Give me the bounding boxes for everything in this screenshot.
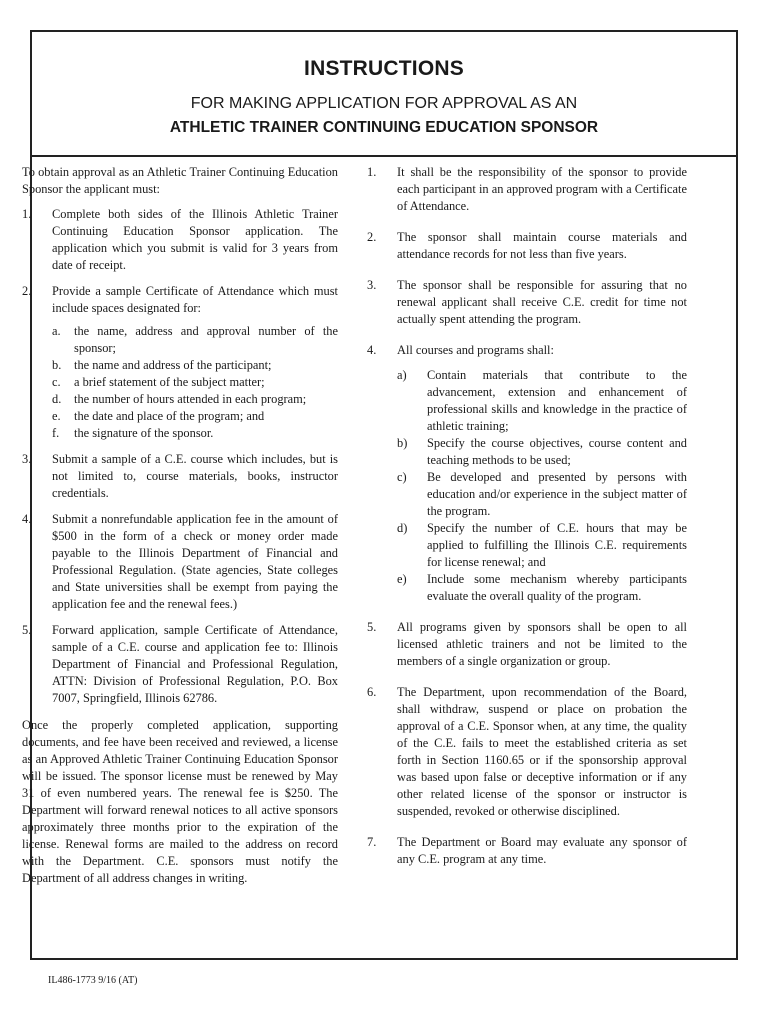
sub-list-item bbox=[52, 425, 338, 442]
item-number: 1. bbox=[22, 207, 32, 221]
sub-list-item bbox=[397, 520, 687, 571]
sub-text: Specify the course objectives, course content and teaching methods to be used; bbox=[427, 436, 687, 467]
sub-letter: e. bbox=[52, 409, 61, 423]
item-text: Forward application, sample Certificate of Attendance, sample of a C.E. course and application fee to: Illinois Department of Financial and Professional Regulation, ATTN: Division of Professional Regulation, P.O. Box 7007, Springfield, Illinois 62786. bbox=[52, 623, 338, 705]
sub-letter: c) bbox=[397, 470, 407, 484]
item-text: Complete both sides of the Illinois Athletic Trainer Continuing Education Sponsor application. The application which you submit is valid for 3 years from date of receipt. bbox=[52, 207, 338, 272]
item-text: Provide a sample Certificate of Attendance which must include spaces designated for: bbox=[52, 284, 338, 315]
list-item bbox=[22, 622, 338, 707]
item-number: 1. bbox=[367, 165, 377, 179]
sub-letter: d) bbox=[397, 521, 408, 535]
item-number: 5. bbox=[22, 623, 32, 637]
item-text: All programs given by sponsors shall be open to all licensed athletic trainers and not be limited to the members of a single organization or group. bbox=[397, 620, 687, 668]
list-item bbox=[22, 451, 338, 502]
subtitle-line-2: ATHLETIC TRAINER CONTINUING EDUCATION SPONSOR bbox=[169, 119, 599, 136]
list-item bbox=[367, 834, 687, 868]
sub-text: Be developed and presented by persons with education and/or experience in the subject matter of the program. bbox=[427, 470, 687, 518]
closing-paragraph: Once the properly completed application, supporting documents, and fee have been received and reviewed, a license as an Approved Athletic Trainer Continuing Education Sponsor will be issued. The sponsor license must be renewed by May 31 of even numbered years. The renewal fee is $250. The Department will forward renewal notices to all active sponsors approximately three months prior to the expiration of the license. Renewal forms are mailed to the address on record with the Department. C.E. sponsors must notify the Department of all address changes in writing. bbox=[22, 718, 338, 885]
item-number: 4. bbox=[367, 343, 377, 357]
sub-text: Include some mechanism whereby participants evaluate the overall quality of the program. bbox=[427, 572, 687, 603]
list-item bbox=[22, 511, 338, 613]
sub-list-item bbox=[397, 571, 687, 605]
sub-letter: f. bbox=[52, 426, 60, 440]
list-item bbox=[367, 229, 687, 263]
sub-letter: a) bbox=[397, 368, 407, 382]
item-text: The sponsor shall maintain course materials and attendance records for not less than five years. bbox=[397, 230, 687, 261]
item-number: 3. bbox=[22, 452, 32, 466]
right-column bbox=[367, 164, 687, 882]
subtitle-line-1: FOR MAKING APPLICATION FOR APPROVAL AS AN bbox=[190, 95, 578, 112]
item-text: The Department, upon recommendation of the Board, shall withdraw, suspend or place on probation the approval of a C.E. Sponsor when, at any time, the quality of the C.E. fails to meet the established criteria as set forth in Section 1160.65 or if the sponsorship approval was based upon false or deceptive information or if any other related license of the sponsor or instructor is suspended, revoked or otherwise disciplined. bbox=[397, 685, 687, 818]
item-text: Submit a sample of a C.E. course which includes, but is not limited to, course materials, books, instructor credentials. bbox=[52, 452, 338, 500]
sub-letter: e) bbox=[397, 572, 407, 586]
sub-text: Contain materials that contribute to the advancement, extension and enhancement of professional skills and knowledge in the practice of athletic training; bbox=[427, 368, 687, 433]
sub-text: a brief statement of the subject matter; bbox=[74, 375, 265, 389]
sub-list-item bbox=[52, 323, 338, 357]
sub-letter: c. bbox=[52, 375, 61, 389]
sub-text: the signature of the sponsor. bbox=[74, 426, 214, 440]
list-item bbox=[367, 277, 687, 328]
item-number: 4. bbox=[22, 512, 32, 526]
item-number: 5. bbox=[367, 620, 377, 634]
header-box bbox=[32, 32, 736, 157]
sub-letter: b. bbox=[52, 358, 62, 372]
item-number: 7. bbox=[367, 835, 377, 849]
sub-list-item bbox=[52, 374, 338, 391]
sub-text: the number of hours attended in each program; bbox=[74, 392, 307, 406]
sub-text: the date and place of the program; and bbox=[74, 409, 265, 423]
sub-list-item bbox=[397, 469, 687, 520]
item-number: 3. bbox=[367, 278, 377, 292]
sub-list bbox=[52, 323, 338, 442]
sub-letter: b) bbox=[397, 436, 408, 450]
page-title: INSTRUCTIONS bbox=[304, 57, 464, 80]
item-text: Submit a nonrefundable application fee in the amount of $500 in the form of a check or money order made payable to the Illinois Department of Financial and Professional Regulation. (State agencies, State colleges and State universities shall be exempt from paying the application fee and the renewal fees.) bbox=[52, 512, 338, 611]
item-number: 2. bbox=[22, 284, 32, 298]
sub-letter: d. bbox=[52, 392, 62, 406]
list-item bbox=[367, 619, 687, 670]
item-number: 6. bbox=[367, 685, 377, 699]
item-text: The Department or Board may evaluate any sponsor of any C.E. program at any time. bbox=[397, 835, 687, 866]
list-item bbox=[22, 206, 338, 274]
sub-list-item bbox=[52, 408, 338, 425]
list-item bbox=[367, 342, 687, 605]
item-text: All courses and programs shall: bbox=[397, 343, 554, 357]
intro-paragraph: To obtain approval as an Athletic Trainer Continuing Education Sponsor the applicant must: bbox=[22, 165, 338, 196]
sub-list-item bbox=[52, 391, 338, 408]
item-text: It shall be the responsibility of the sponsor to provide each participant in an approved program with a Certificate of Attendance. bbox=[397, 165, 687, 213]
sub-text: Specify the number of C.E. hours that may be applied to fulfilling the Illinois C.E. requirements for license renewal; and bbox=[427, 521, 687, 569]
sub-list-item bbox=[397, 435, 687, 469]
list-item bbox=[22, 283, 338, 442]
list-item bbox=[367, 684, 687, 820]
form-number: IL486-1773 9/16 (AT) bbox=[48, 975, 138, 986]
sub-text: the name and address of the participant; bbox=[74, 358, 272, 372]
sub-list-item bbox=[52, 357, 338, 374]
left-column bbox=[22, 164, 338, 895]
item-number: 2. bbox=[367, 230, 377, 244]
sub-list-item bbox=[397, 367, 687, 435]
sub-list bbox=[397, 367, 687, 605]
sub-text: the name, address and approval number of the sponsor; bbox=[74, 324, 338, 355]
list-item bbox=[367, 164, 687, 215]
sub-letter: a. bbox=[52, 324, 61, 338]
item-text: The sponsor shall be responsible for assuring that no renewal applicant shall receive C.E. credit for time not actually spent attending the program. bbox=[397, 278, 687, 326]
